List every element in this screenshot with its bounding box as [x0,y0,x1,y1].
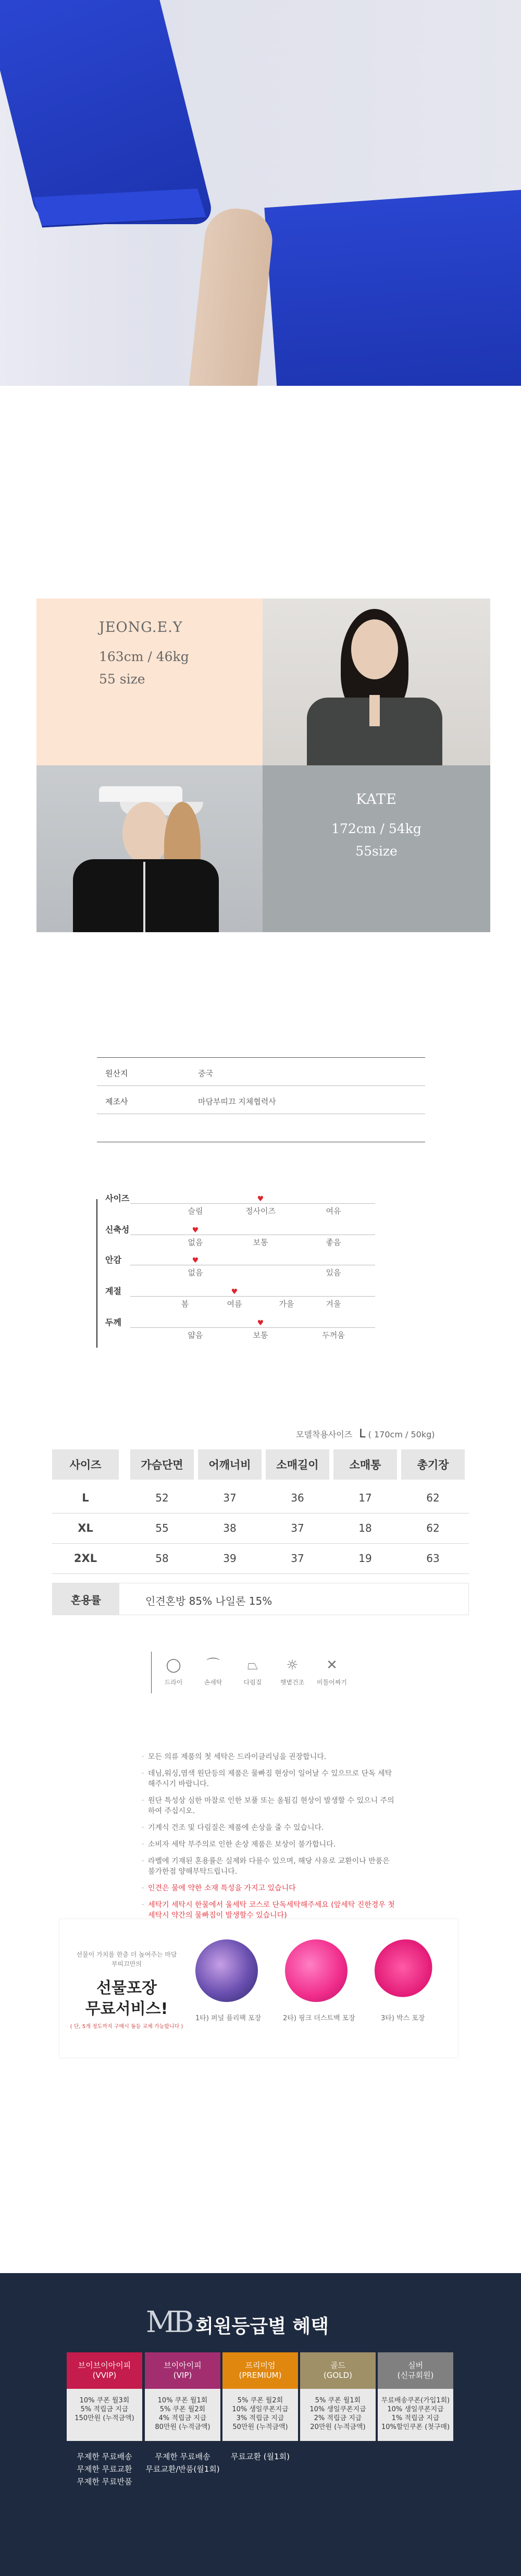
care-label: 햇볕건조 [280,1679,305,1686]
tier-benefit: 2% 적립금 지급 [314,2414,362,2422]
size-table-header: 소매길이 [266,1449,329,1480]
iron-icon: ⏢ [247,1657,258,1673]
tier-sub: (GOLD) [323,2371,353,2380]
tier-benefits [300,2389,376,2441]
fit-row-label: 두께 [105,1317,121,1327]
tier-name: 프리미엄 [245,2361,276,2370]
tier-benefits [378,2389,453,2441]
size-table-cell: 19 [358,1552,372,1565]
care-label: 손세탁 [204,1679,222,1686]
maker-value: 마담부띠끄 지체협력사 [198,1097,276,1106]
blend-label: 혼용률 [53,1583,119,1615]
size-table-row-label: XL [78,1522,93,1534]
size-table-cell: 52 [155,1492,169,1504]
no-bleach-icon: ✕ [326,1657,338,1673]
fit-option: 보통 [253,1330,268,1340]
dryclean-icon: ◯ [166,1657,181,1673]
size-table [52,1449,469,1574]
size-table-cell: 18 [358,1522,372,1534]
gift-option-label: 2타) 핑크 더스트백 포장 [283,2015,355,2022]
care-note: · 라벨에 기재된 혼용률은 실제와 다를수 있으며, 해당 사유로 교환이나 반품은 불가한점 양해부탁드립니다. [148,1856,398,1877]
tier-benefit: 10% 쿠폰 월3회 [79,2397,130,2404]
tier-extra-line: 무료교환 (월1회) [231,2452,290,2461]
gift-title-1: 선물포장 [96,1979,157,1997]
size-table-cell: 17 [358,1492,372,1504]
fit-row-label: 사이즈 [105,1193,130,1203]
size-table-cell: 37 [223,1492,237,1504]
fit-option: 좋음 [326,1238,341,1247]
fit-option: 없음 [188,1238,203,1247]
tier-extra [222,2450,298,2463]
maker-label: 제조사 [105,1097,128,1106]
size-table-cell: 37 [291,1552,304,1565]
care-note: · 데님,워싱,염색 원단등의 제품은 물빠짐 현상이 일어날 수 있으므로 단독 세탁 해주시기 바랍니다. [148,1768,398,1789]
tier-sub: (PREMIUM) [239,2371,282,2380]
care-note: · 기계식 건조 및 다림질은 제품에 손상을 줄 수 있습니다. [148,1823,398,1833]
tier-benefit: 20만원 (누적금액) [310,2423,366,2431]
model-photo-1 [263,599,490,765]
origin-label: 원산지 [105,1069,128,1078]
care-item [193,1656,233,1687]
size-table-cell: 62 [426,1492,440,1504]
tier-benefit: 10% 생일쿠폰지급 [309,2406,366,2413]
tier-extra-line: 무제한 무료반품 [77,2477,132,2486]
care-note: · 모든 의류 제품의 첫 세탁은 드라이클리닝을 권장합니다. [148,1752,398,1762]
fit-row-line [130,1296,375,1297]
tier-benefit: 1% 적립금 지급 [391,2414,440,2422]
tier-benefit: 80만원 (누적금액) [155,2423,210,2431]
fit-option: 보통 [253,1238,268,1247]
care-warning: · 세탁기 세탁시 한물에서 울세탁 코스로 단독세탁해주세요 (앞세탁 진한경우 첫 세탁시 약간의 물빠짐이 발생할수 있습니다) [148,1900,398,1921]
size-table-header: 어깨너비 [198,1449,262,1480]
fit-option: 있음 [326,1268,341,1277]
care-label: 다림질 [243,1679,262,1686]
model-measure: 163cm / 46kg [99,649,189,664]
tier-name: 실버 [408,2361,423,2370]
tier-benefit: 10%할인쿠폰 (첫구매) [381,2423,450,2431]
tier-benefit: 5% 쿠폰 월1회 [315,2397,361,2404]
tier-header [145,2352,220,2389]
tier-benefit: 5% 적립금 지급 [80,2406,129,2413]
tier-extra [67,2450,142,2488]
size-caption: 모델착용사이즈 L ( 170cm / 50kg) [296,1427,435,1440]
size-table-row-label: 2XL [73,1552,97,1565]
size-table-row-label: L [82,1492,89,1504]
fit-selected-heart-icon: ♥ [257,1195,264,1203]
tier-benefit: 무료배송쿠폰(가입1회) [381,2397,450,2404]
tier-benefit: 10% 생일쿠폰지급 [232,2406,289,2413]
size-table-header: 총기장 [401,1449,465,1480]
fit-option: 슬림 [188,1206,203,1216]
fit-row-line [130,1327,375,1328]
gift-option-label: 1타) 퍼널 플리팩 포장 [195,2015,262,2022]
care-label: 드라이 [164,1679,183,1686]
origin-value: 중국 [198,1069,213,1078]
gift-option-image-3 [375,1939,437,2002]
gift-option-image-2 [285,1939,348,2002]
size-table-header: 소매통 [333,1449,397,1480]
gift-option-image-1 [195,1939,258,2002]
size-table-cell: 62 [426,1522,440,1534]
model-size: 55size [355,844,398,859]
fit-selected-heart-icon: ♥ [192,1256,199,1265]
fit-option: 겨울 [326,1299,341,1309]
fit-option: 두꺼움 [322,1330,345,1340]
tier-extra [145,2450,220,2475]
care-label: 비틀어짜기 [317,1679,347,1686]
fit-row-line [130,1203,375,1204]
gift-intro: 선물이 가치를 한층 더 높여주는 마담부띠끄만의 [76,1951,177,1968]
tier-header [378,2352,453,2389]
blend-row [52,1583,469,1615]
tier-benefit: 4% 적립금 지급 [158,2414,207,2422]
tier-sub: (VIP) [173,2371,192,2380]
fit-option: 봄 [181,1299,189,1309]
tier-benefit: 150만원 (누적금액) [75,2414,134,2422]
model-panel-1 [36,599,263,765]
tier-benefit: 3% 적립금 지급 [236,2414,284,2422]
tier-sub: (VVIP) [92,2371,117,2380]
tier-sub: (신규회원) [397,2371,434,2380]
fit-selected-heart-icon: ♥ [231,1288,238,1296]
fit-option: 여유 [326,1206,341,1216]
tier-benefit: 5% 쿠폰 월2회 [159,2406,206,2413]
tier-name: 브이아이피 [164,2361,202,2370]
tier-benefits [222,2389,298,2441]
size-table-cell: 37 [291,1522,304,1534]
tier-extra-line: 무제한 무료교환 [77,2464,132,2474]
membership-title: 회원등급별 혜택 [195,2316,329,2337]
care-item [312,1656,352,1687]
size-table-header: 가슴단면 [130,1449,194,1480]
care-note: · 소비자 세탁 부주의로 인한 손상 제품은 보상이 불가합니다. [148,1839,398,1850]
tier-benefits [145,2389,220,2441]
size-table-cell: 63 [426,1552,440,1565]
tier-header [67,2352,142,2389]
fit-option: 없음 [188,1268,203,1277]
model-name: KATE [356,791,397,808]
membership-logo: MB [146,2305,191,2339]
fit-row-label: 신축성 [105,1225,130,1235]
tier-benefit: 50만원 (누적금액) [232,2423,288,2431]
care-warning: · 인견은 물에 약한 소재 특성을 가지고 있습니다 [148,1883,398,1894]
tier-header [300,2352,376,2389]
tier-benefit: 10% 쿠폰 월1회 [157,2397,208,2404]
care-item [233,1656,272,1687]
tier-benefit: 5% 쿠폰 월2회 [237,2397,283,2404]
gift-note: ( 단, 5개 정도까지 구매시 동등 교체 가능합니다 ) [70,2024,183,2030]
fit-row-label: 안감 [105,1255,121,1265]
model-panel-2 [263,765,490,932]
care-item [154,1656,193,1687]
sun-icon: ☼ [286,1657,299,1673]
handwash-icon: ⌒ [206,1657,220,1673]
tier-header [222,2352,298,2389]
tier-benefits [67,2389,142,2441]
fit-selected-heart-icon: ♥ [257,1319,264,1327]
model-size: 55 size [99,672,145,687]
size-table-cell: 39 [223,1552,237,1565]
care-item [272,1656,312,1687]
size-table-cell: 38 [223,1522,237,1534]
size-table-header: 사이즈 [52,1449,119,1480]
size-table-cell: 58 [155,1552,169,1565]
blend-value: 인견혼방 85% 나일론 15% [145,1595,272,1607]
fit-selected-heart-icon: ♥ [192,1226,199,1235]
model-photo-2 [36,765,263,932]
gift-option-label: 3타) 박스 포장 [381,2015,425,2022]
size-table-cell: 55 [155,1522,169,1534]
tier-benefit: 10% 생일쿠폰지급 [387,2406,444,2413]
tier-extra-line: 무제한 무료배송 [77,2452,132,2461]
model-measure: 172cm / 54kg [331,821,421,836]
tier-name: 골드 [330,2361,345,2370]
fit-row-label: 계절 [105,1286,121,1296]
fit-option: 가을 [279,1299,294,1309]
fit-chart-axis [96,1199,97,1348]
model-name: JEONG.E.Y [99,619,183,636]
fit-option: 얇음 [188,1330,203,1340]
care-note: · 원단 특성상 심한 마찰로 인한 보풀 또는 올튐김 현상이 발생할 수 있으니 주의하여 주십시오. [148,1796,398,1816]
size-table-cell: 36 [291,1492,304,1504]
fit-option: 여름 [227,1299,242,1309]
membership-section [0,2273,521,2576]
tier-extra-line: 무제한 무료배송 [155,2452,210,2461]
tier-name: 브이브이아이피 [78,2361,131,2370]
fit-option: 정사이즈 [245,1206,276,1216]
tier-extra-line: 무료교환/반품(월1회) [145,2464,220,2474]
gift-title-2: 무료서비스! [85,2000,168,2018]
gift-section [59,1919,458,2058]
hero-product-photo [0,0,521,386]
